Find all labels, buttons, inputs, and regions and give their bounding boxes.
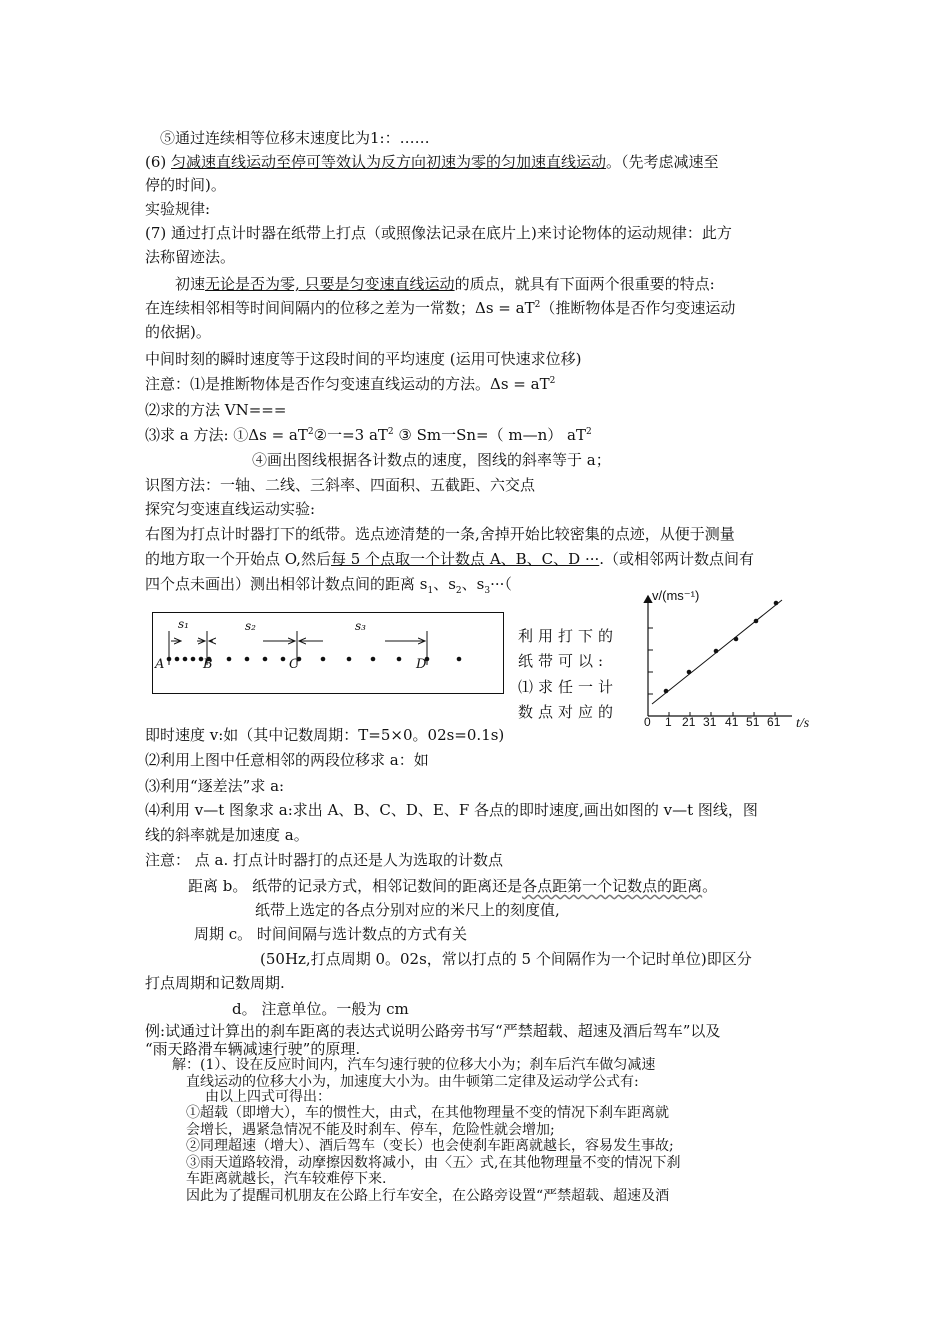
point-a-label: A [155, 657, 165, 672]
vt-graph [630, 588, 820, 738]
text-line: ⑷利用 v—t 图象求 a:求出 A、B、C、D、E、F 各点的即时速度,画出如图的 v—t 图线，图 [145, 801, 758, 819]
s1-label: s₁ [178, 617, 189, 631]
text-line: 停的时间)。 [145, 176, 226, 194]
tick-label: 61 [767, 715, 781, 729]
text-line: 车距离就越长，汽车较难停下来. [186, 1171, 387, 1187]
text-line: 的依据)。 [145, 323, 211, 341]
text-line: ⑵求的方法 VN=== [145, 401, 287, 419]
text-line: 数点对应的 [518, 703, 619, 721]
text-line: (6) 匀减速直线运动至停可等效认为反方向初速为零的匀加速直线运动。（先考虑减速至 [145, 153, 719, 171]
text-line: ⑶求 a 方法: ①Δs = $aT^2②$一=3 $aT^2$ ③ Sm一Sn=（ m—n） $aT^2$ [145, 426, 592, 444]
text-line: “雨天路滑车辆减速行驶”的原理. [145, 1040, 361, 1058]
section-heading: 探究匀变速直线运动实验: [145, 500, 316, 518]
text-line: ⑶利用“逐差法”求 a: [145, 777, 285, 795]
text-line: 注意： 点 a. 打点计时器打的点还是人为选取的计数点 [145, 851, 504, 869]
tick-label: 1 [665, 715, 672, 729]
paper-tape-figure [152, 612, 504, 694]
point-c-label: C [289, 657, 299, 672]
section-heading: 实验规律: [145, 200, 211, 218]
s2-label: s₂ [245, 619, 256, 633]
text-line: 注意：⑴是推断物体是否作匀变速直线运动的方法。$\Delta s = aT^2$ [145, 375, 556, 393]
text-line: ⑤通过连续相等位移末速度比为1:：…… [160, 129, 430, 147]
text-line: 右图为打点计时器打下的纸带。选点迹清楚的一条,舍掉开始比较密集的点迹，从便于测量 [145, 525, 735, 543]
tick-label: 21 [682, 715, 696, 729]
text-line: (7) 通过打点计时器在纸带上打点（或照像法记录在底片上)来讨论物体的运动规律：此方 [145, 224, 732, 242]
text-line: d。 注意单位。一般为 cm [232, 1000, 409, 1018]
text-line: ⑵利用上图中任意相邻的两段位移求 a：如 [145, 751, 429, 769]
text-line: 即时速度 v:如（其中记数周期：T=5×0。02s=0.1s) [145, 726, 505, 744]
text-line: ②同理超速（增大）、酒后驾车（变长）也会使刹车距离就越长，容易发生事故; [186, 1138, 674, 1154]
text-line: ①超载（即增大），车的惯性大，由式，在其他物理量不变的情况下刹车距离就 [186, 1105, 669, 1121]
text-line: 法称留迹法。 [145, 248, 236, 266]
paper-tape-diagram [153, 613, 503, 693]
tick-label: 41 [725, 715, 739, 729]
tick-label: 51 [746, 715, 760, 729]
point-b-label: B [203, 657, 213, 672]
vt-ylabel: v/(ms⁻¹) [652, 588, 700, 603]
text-line: 直线运动的位移大小为，加速度大小为。由牛顿第二定律及运动学公式有: [186, 1074, 639, 1090]
text-line: 打点周期和记数周期. [145, 974, 285, 992]
text-line: (50Hz,打点周期 0。02s，常以打点的 5 个间隔作为一个记时单位)即区分 [260, 950, 752, 968]
text-line: 周期 c。 时间间隔与选计数点的方式有关 [194, 925, 467, 943]
text-line: 在连续相邻相等时间间隔内的位移之差为一常数；$\Delta s = aT^2$（推断物体是否作匀变速运动 [145, 299, 736, 317]
text-line: 识图方法：一轴、二线、三斜率、四面积、五截距、六交点 [145, 476, 536, 494]
text-line: 初速无论是否为零, 只要是匀变速直线运动的质点，就具有下面两个很重要的特点: [175, 275, 715, 293]
text-line: 利用打下的 [518, 627, 619, 645]
text-line: ③雨天道路较滑，动摩擦因数将减小，由〈五〉式,在其他物理量不变的情况下刹 [186, 1155, 681, 1171]
text-line: 因此为了提醒司机朋友在公路上行车安全，在公路旁设置“严禁超载、超速及酒 [186, 1188, 670, 1204]
text-line: 会增长，遇紧急情况不能及时刹车、停车，危险性就会增加; [186, 1122, 555, 1138]
text-line: 例:试通过计算出的刹车距离的表达式说明公路旁书写“严禁超载、超速及酒后驾车”以及 [145, 1022, 721, 1040]
y-ticks [648, 628, 653, 694]
vt-xlabel: t/s [796, 716, 810, 731]
text-line: 解：(1）、设在反应时间内，汽车匀速行驶的位移大小为；刹车后汽车做匀减速 [172, 1057, 656, 1073]
s3-label: s₃ [355, 619, 366, 633]
tick-label: 0 [644, 715, 651, 729]
text-line: 纸带可以: [518, 652, 609, 670]
text-line: ⑴求任一计 [518, 678, 619, 696]
text-line: 的地方取一个开始点 O,然后每 5 个点取一个计数点 A、B、C、D ···.（或相邻两计数点间有 [145, 550, 755, 568]
text-line: 线的斜率就是加速度 a。 [145, 826, 309, 844]
text-line: 中间时刻的瞬时速度等于这段时间的平均速度 (运用可快速求位移) [145, 350, 582, 368]
point-d-label: D [416, 657, 427, 672]
text-line: ④画出图线根据各计数点的速度，图线的斜率等于 a； [252, 451, 611, 469]
text-line: 四个点未画出）测出相邻计数点间的距离 $s_1$、$s_2$、$s_3\cdot\cdot\cdot$（ [145, 575, 512, 596]
text-line: 由以上四式可得出： [205, 1089, 331, 1105]
text-line: 纸带上选定的各点分别对应的米尺上的刻度值, [255, 901, 560, 919]
text-line: 距离 b。 纸带的记录方式，相邻记数间的距离还是各点距第一个记数点的距离。 [188, 877, 718, 895]
vt-xticklabels [644, 715, 794, 731]
data-points [664, 601, 779, 694]
tick-label: 31 [703, 715, 717, 729]
